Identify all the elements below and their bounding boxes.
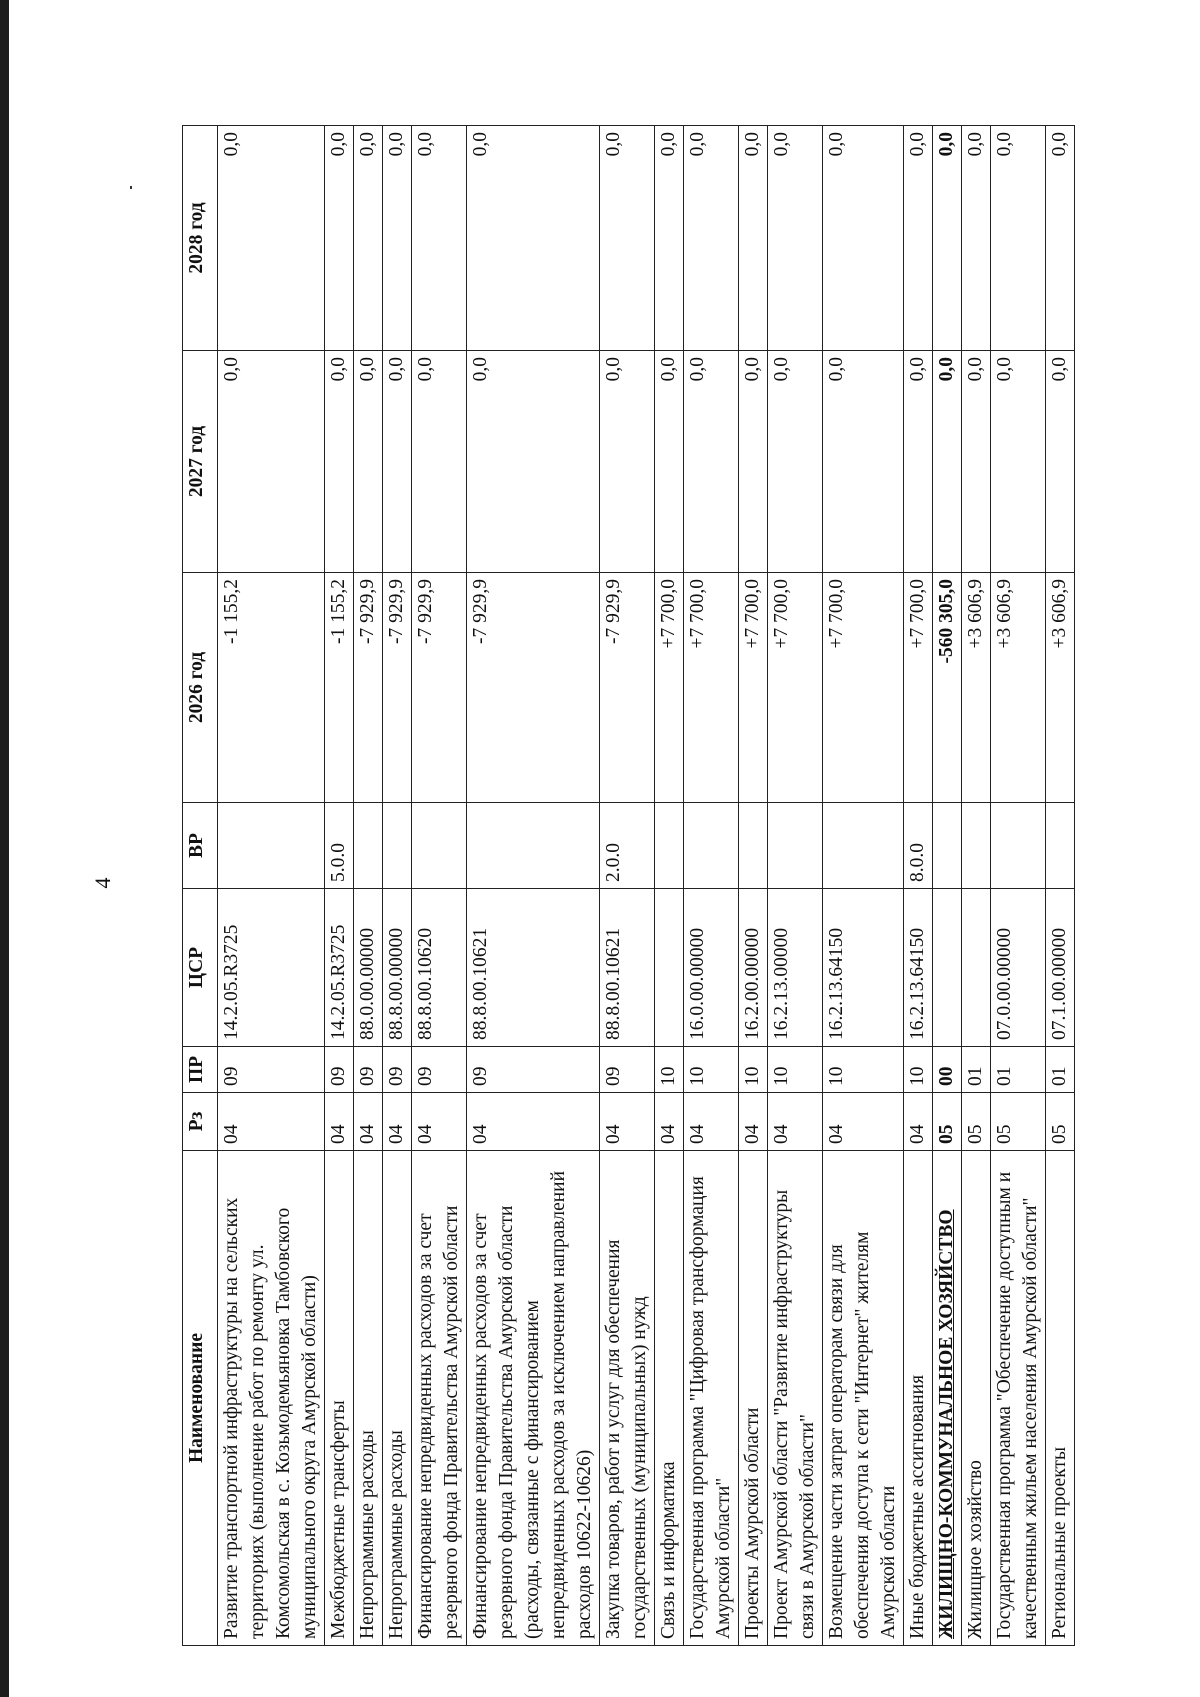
cell-vr (823, 803, 904, 889)
cell-vr (354, 803, 383, 889)
cell-csr (933, 889, 962, 1047)
cell-2026: +3 606,9 (962, 573, 991, 803)
cell-2027: 0,0 (739, 351, 768, 573)
cell-pr: 01 (991, 1047, 1046, 1093)
cell-pr: 01 (962, 1047, 991, 1093)
cell-name: Государственная программа "Обеспечение доступным и качественным жильем населения Амурской области" (991, 1151, 1046, 1646)
budget-table (182, 125, 1075, 1646)
cell-2027: 0,0 (218, 351, 325, 573)
cell-csr: 88.8.00.10620 (412, 889, 467, 1047)
cell-2026: -7 929,9 (467, 573, 600, 803)
cell-2028: 0,0 (655, 126, 684, 351)
cell-2027: 0,0 (600, 351, 655, 573)
cell-vr (991, 803, 1046, 889)
table-row (325, 126, 354, 1646)
cell-vr (467, 803, 600, 889)
cell-pr: 00 (933, 1047, 962, 1093)
cell-csr: 16.2.13.00000 (768, 889, 823, 1047)
cell-name: Иные бюджетные ассигнования (904, 1151, 933, 1646)
cell-vr (739, 803, 768, 889)
cell-name: Финансирование непредвиденных расходов за счет резервного фонда Правительства Амурской области (расходы, связанные с финансированием непредвиденных расходов за исключением направлений расходов 10622-10626) (467, 1151, 600, 1646)
cell-2028: 0,0 (933, 126, 962, 351)
cell-2028: 0,0 (325, 126, 354, 351)
cell-2028: 0,0 (412, 126, 467, 351)
cell-rz: 04 (904, 1093, 933, 1151)
cell-csr: 16.2.00.00000 (739, 889, 768, 1047)
cell-2026: +7 700,0 (684, 573, 739, 803)
cell-csr: 14.2.05.R3725 (218, 889, 325, 1047)
cell-vr (1046, 803, 1075, 889)
cell-2026: -7 929,9 (600, 573, 655, 803)
cell-rz: 04 (383, 1093, 412, 1151)
table-row (684, 126, 739, 1646)
cell-csr: 16.2.13.64150 (904, 889, 933, 1047)
cell-name: Региональные проекты (1046, 1151, 1075, 1646)
table-row (962, 126, 991, 1646)
cell-csr (655, 889, 684, 1047)
cell-2028: 0,0 (904, 126, 933, 351)
cell-pr: 10 (684, 1047, 739, 1093)
cell-name: Возмещение части затрат операторам связи для обеспечения доступа к сети "Интернет" жителям Амурской области (823, 1151, 904, 1646)
header-csr: ЦСР (183, 889, 218, 1047)
cell-csr: 07.1.00.00000 (1046, 889, 1075, 1047)
cell-2026: +7 700,0 (823, 573, 904, 803)
cell-name: Проекты Амурской области (739, 1151, 768, 1646)
cell-2027: 0,0 (467, 351, 600, 573)
cell-2028: 0,0 (991, 126, 1046, 351)
cell-2028: 0,0 (1046, 126, 1075, 351)
cell-rz: 04 (325, 1093, 354, 1151)
cell-csr: 07.0.00.00000 (991, 889, 1046, 1047)
header-pr: ПР (183, 1047, 218, 1093)
cell-pr: 09 (467, 1047, 600, 1093)
cell-2028: 0,0 (684, 126, 739, 351)
cell-2027: 0,0 (383, 351, 412, 573)
table-row (739, 126, 768, 1646)
cell-2028: 0,0 (354, 126, 383, 351)
cell-2026: -560 305,0 (933, 573, 962, 803)
table-row (467, 126, 600, 1646)
cell-pr: 09 (412, 1047, 467, 1093)
table-row (412, 126, 467, 1646)
cell-2028: 0,0 (823, 126, 904, 351)
cell-rz: 04 (218, 1093, 325, 1151)
page-number: 4 (90, 877, 115, 889)
cell-csr: 16.0.00.00000 (684, 889, 739, 1047)
budget-table-container (182, 126, 1070, 1646)
cell-pr: 09 (218, 1047, 325, 1093)
table-row (933, 126, 962, 1646)
cell-2026: -1 155,2 (325, 573, 354, 803)
cell-name: Развитие транспортной инфраструктуры на сельских территориях (выполнение работ по ремонту ул. Комсомольская в с. Козьмодемьяновка Тамбовского муниципального округа Амурской области) (218, 1151, 325, 1646)
cell-2028: 0,0 (739, 126, 768, 351)
cell-name: Межбюджетные трансферты (325, 1151, 354, 1646)
cell-2026: -7 929,9 (412, 573, 467, 803)
cell-pr: 09 (600, 1047, 655, 1093)
cell-2027: 0,0 (354, 351, 383, 573)
header-2026: 2026 год (183, 573, 218, 803)
cell-rz: 04 (600, 1093, 655, 1151)
header-rz: Рз (183, 1093, 218, 1151)
header-2027: 2027 год (183, 351, 218, 573)
cell-pr: 10 (823, 1047, 904, 1093)
cell-csr: 88.8.00.00000 (383, 889, 412, 1047)
table-header-row (183, 126, 218, 1646)
cell-2027: 0,0 (904, 351, 933, 573)
cell-2027: 0,0 (962, 351, 991, 573)
cell-2027: 0,0 (823, 351, 904, 573)
cell-rz: 05 (962, 1093, 991, 1151)
table-row (383, 126, 412, 1646)
cell-csr: 88.0.00.00000 (354, 889, 383, 1047)
cell-rz: 05 (991, 1093, 1046, 1151)
cell-2027: 0,0 (768, 351, 823, 573)
table-row (991, 126, 1046, 1646)
cell-2027: 0,0 (412, 351, 467, 573)
cell-name: Закупка товаров, работ и услуг для обеспечения государственных (муниципальных) нужд (600, 1151, 655, 1646)
cell-vr (412, 803, 467, 889)
cell-2026: +7 700,0 (655, 573, 684, 803)
cell-vr (768, 803, 823, 889)
cell-rz: 04 (823, 1093, 904, 1151)
cell-name: Проект Амурской области "Развитие инфраструктуры связи в Амурской области" (768, 1151, 823, 1646)
table-row (768, 126, 823, 1646)
cell-csr (962, 889, 991, 1047)
header-2028: 2028 год (183, 126, 218, 351)
cell-vr: 8.0.0 (904, 803, 933, 889)
cell-2027: 0,0 (325, 351, 354, 573)
cell-pr: 01 (1046, 1047, 1075, 1093)
cell-rz: 04 (354, 1093, 383, 1151)
cell-pr: 10 (739, 1047, 768, 1093)
cell-2027: 0,0 (991, 351, 1046, 573)
cell-2028: 0,0 (383, 126, 412, 351)
cell-csr: 14.2.05.R3725 (325, 889, 354, 1047)
cell-csr: 16.2.13.64150 (823, 889, 904, 1047)
cell-2026: +7 700,0 (904, 573, 933, 803)
scan-edge (0, 0, 9, 1697)
cell-rz: 04 (684, 1093, 739, 1151)
cell-rz: 04 (768, 1093, 823, 1151)
cell-2027: 0,0 (655, 351, 684, 573)
cell-name: ЖИЛИЩНО-КОММУНАЛЬНОЕ ХОЗЯЙСТВО (933, 1151, 962, 1646)
cell-rz: 04 (412, 1093, 467, 1151)
cell-rz: 04 (655, 1093, 684, 1151)
table-row (218, 126, 325, 1646)
cell-2027: 0,0 (1046, 351, 1075, 573)
cell-name: Жилищное хозяйство (962, 1151, 991, 1646)
cell-2028: 0,0 (962, 126, 991, 351)
table-body (218, 126, 1075, 1646)
cell-vr (684, 803, 739, 889)
cell-name: Связь и информатика (655, 1151, 684, 1646)
cell-vr (962, 803, 991, 889)
cell-rz: 05 (933, 1093, 962, 1151)
cell-name: Финансирование непредвиденных расходов за счет резервного фонда Правительства Амурской области (412, 1151, 467, 1646)
cell-rz: 04 (739, 1093, 768, 1151)
cell-2027: 0,0 (684, 351, 739, 573)
cell-2027: 0,0 (933, 351, 962, 573)
cell-2026: +7 700,0 (739, 573, 768, 803)
cell-2028: 0,0 (218, 126, 325, 351)
cell-pr: 10 (655, 1047, 684, 1093)
cell-name: Непрограммные расходы (383, 1151, 412, 1646)
cell-2028: 0,0 (600, 126, 655, 351)
cell-2026: -1 155,2 (218, 573, 325, 803)
table-row (600, 126, 655, 1646)
cell-pr: 10 (768, 1047, 823, 1093)
cell-pr: 09 (354, 1047, 383, 1093)
cell-2028: 0,0 (467, 126, 600, 351)
cell-pr: 09 (383, 1047, 412, 1093)
cell-vr: 5.0.0 (325, 803, 354, 889)
table-row (1046, 126, 1075, 1646)
table-row (904, 126, 933, 1646)
cell-pr: 09 (325, 1047, 354, 1093)
cell-rz: 04 (467, 1093, 600, 1151)
cell-rz: 05 (1046, 1093, 1075, 1151)
cell-csr: 88.8.00.10621 (600, 889, 655, 1047)
header-vr: ВР (183, 803, 218, 889)
header-name: Наименование (183, 1151, 218, 1646)
cell-2026: +7 700,0 (768, 573, 823, 803)
cell-2028: 0,0 (768, 126, 823, 351)
cell-pr: 10 (904, 1047, 933, 1093)
cell-2026: +3 606,9 (991, 573, 1046, 803)
cell-2026: -7 929,9 (383, 573, 412, 803)
cell-2026: +3 606,9 (1046, 573, 1075, 803)
cell-2026: -7 929,9 (354, 573, 383, 803)
cell-vr (218, 803, 325, 889)
cell-csr: 88.8.00.10621 (467, 889, 600, 1047)
cell-vr: 2.0.0 (600, 803, 655, 889)
table-row (354, 126, 383, 1646)
cell-vr (933, 803, 962, 889)
table-row (823, 126, 904, 1646)
cell-name: Непрограммные расходы (354, 1151, 383, 1646)
cell-vr (655, 803, 684, 889)
scan-speck (130, 186, 132, 189)
cell-name: Государственная программа "Цифровая трансформация Амурской области" (684, 1151, 739, 1646)
table-row (655, 126, 684, 1646)
cell-vr (383, 803, 412, 889)
